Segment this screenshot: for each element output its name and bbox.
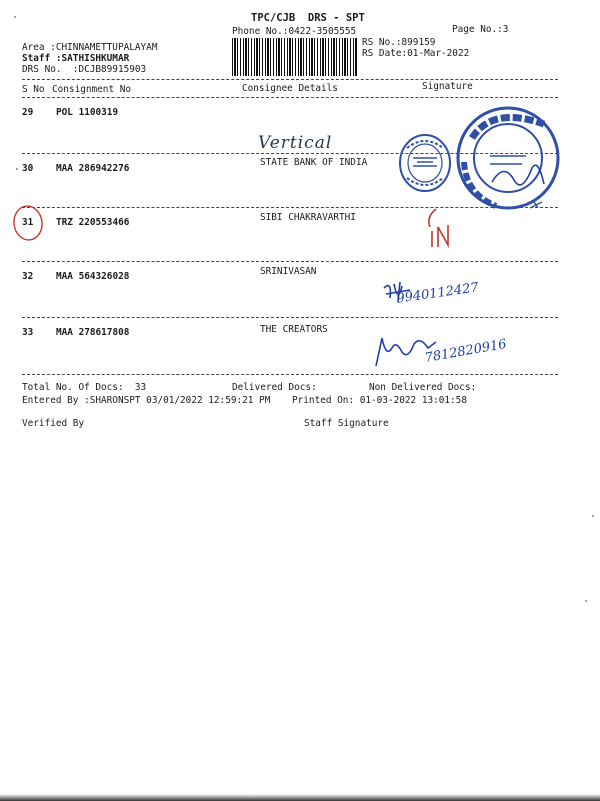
row-sno: 31	[22, 217, 34, 228]
column-consignee: Consignee Details	[242, 83, 338, 94]
header-rule-top	[22, 79, 558, 80]
row-consignee: SRINIVASAN	[260, 266, 317, 277]
handwritten-phone-number: 9940112427	[395, 280, 480, 307]
row-consignment: POL 1100319	[56, 107, 119, 118]
row-consignment: MAA 286942276	[56, 163, 130, 174]
scan-edge	[0, 794, 600, 801]
row-sno: 32	[22, 271, 34, 282]
row-consignee: THE CREATORS	[260, 324, 328, 335]
red-pen-mark	[422, 205, 452, 253]
handwritten-phone-number: 7812820916	[423, 336, 508, 367]
row-divider	[22, 317, 558, 318]
staff-label: Staff :SATHISHKUMAR	[22, 53, 130, 64]
column-sno: S No	[22, 84, 45, 95]
row-divider	[22, 374, 558, 375]
scan-speck	[14, 16, 16, 18]
delivered-docs: Delivered Docs:	[232, 382, 317, 393]
bank-seal-stamp	[397, 132, 453, 194]
verified-by: Verified By	[22, 418, 85, 429]
scan-speck	[16, 168, 18, 170]
row-consignment: MAA 564326028	[56, 271, 130, 282]
row-consignee: SIBI CHAKRAVARTHI	[260, 212, 356, 223]
area-label: Area :CHINNAMETTUPALAYAM	[22, 42, 158, 53]
staff-signature: Staff Signature	[304, 418, 389, 429]
page-number: Page No.:3	[452, 24, 509, 35]
total-docs: Total No. Of Docs: 33	[22, 382, 147, 393]
row-consignment: TRZ 220553466	[56, 217, 130, 228]
row-sno: 29	[22, 107, 34, 118]
drs-number: DRS No. :DCJB89915903	[22, 64, 147, 75]
rs-date: RS Date:01-Mar-2022	[362, 48, 470, 59]
printed-on: Printed On: 01-03-2022 13:01:58	[292, 395, 467, 406]
column-signature: Signature	[422, 81, 473, 92]
rs-number: RS No.:899159	[362, 37, 436, 48]
non-delivered-docs: Non Delivered Docs:	[369, 382, 477, 393]
scan-speck	[585, 600, 587, 602]
phone-number: Phone No.:0422-3505555	[232, 26, 357, 37]
row-consignee: STATE BANK OF INDIA	[260, 157, 368, 168]
row-sno: 33	[22, 327, 34, 338]
row-divider	[22, 261, 558, 262]
red-circle-mark	[10, 203, 46, 243]
row-sno: 30	[22, 163, 34, 174]
entered-by: Entered By :SHARONSPT 03/01/2022 12:59:21 PM	[22, 395, 271, 406]
barcode	[232, 38, 358, 76]
scan-speck	[592, 515, 594, 517]
column-consignment: Consignment No	[52, 84, 132, 95]
marketing-company-stamp	[452, 98, 564, 216]
document-title: TPC/CJB DRS - SPT	[251, 12, 365, 24]
row-consignment: MAA 278617808	[56, 327, 130, 338]
handwritten-note: Vertical	[258, 133, 333, 153]
